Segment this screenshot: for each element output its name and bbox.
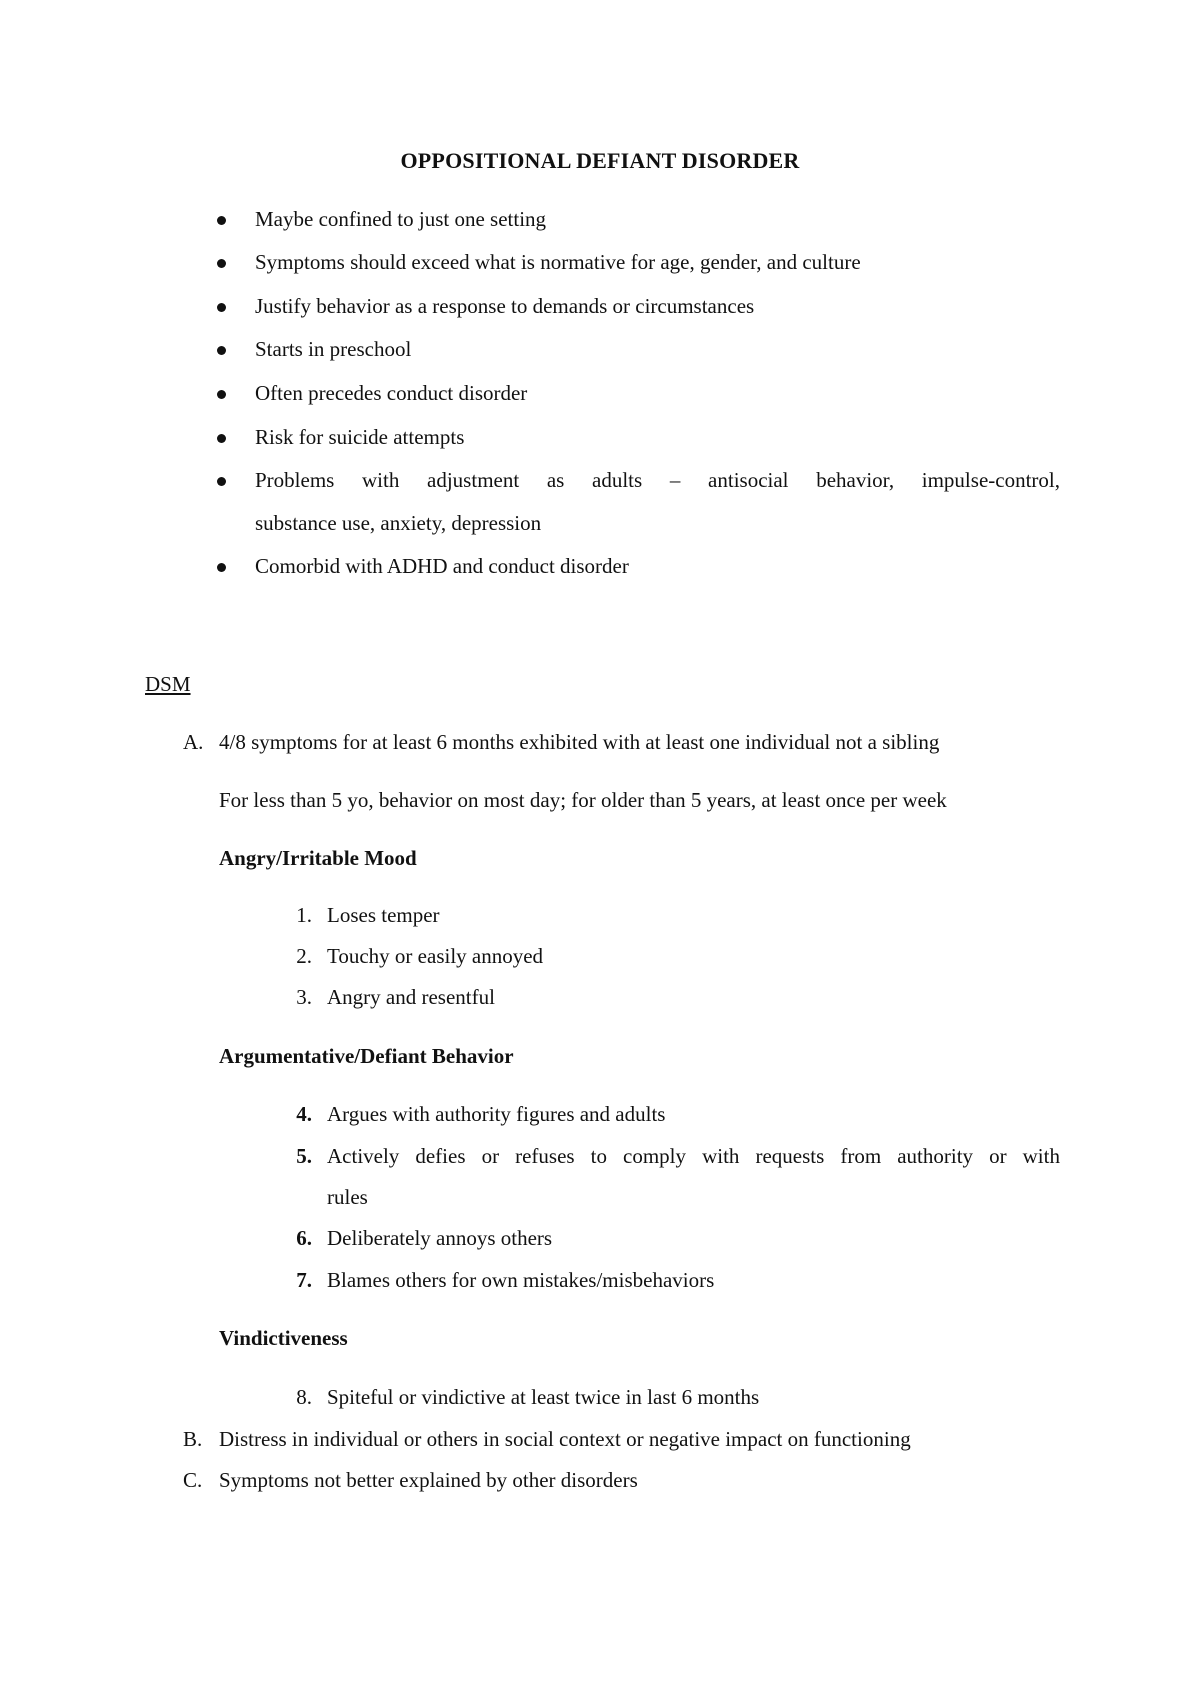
bullet-icon	[217, 434, 226, 443]
item-number: 6.	[296, 1226, 312, 1250]
item-text-justified	[327, 1146, 1060, 1167]
word: adjustment	[427, 468, 520, 492]
item-number: 2.	[296, 944, 312, 968]
criterion-a-text: 4/8 symptoms for at least 6 months exhibited with at least one individual not a sibling	[219, 730, 940, 754]
word: adults	[592, 468, 643, 492]
word: comply	[623, 1144, 687, 1168]
list-item: Symptoms should exceed what is normative for age, gender, and culture	[255, 250, 861, 274]
word: authority	[897, 1144, 974, 1168]
word: defies	[415, 1144, 466, 1168]
word: impulse-control,	[921, 468, 1060, 492]
page-title: OPPOSITIONAL DEFIANT DISORDER	[400, 148, 800, 173]
criterion-letter: B.	[183, 1427, 203, 1451]
dsm-heading: DSM	[145, 672, 191, 696]
list-item-continuation: substance use, anxiety, depression	[255, 511, 542, 535]
word: from	[840, 1144, 882, 1168]
bullet-icon	[217, 390, 226, 399]
list-item: Risk for suicide attempts	[255, 425, 465, 449]
criterion-letter: A.	[183, 730, 204, 754]
criterion-b-text: Distress in individual or others in social context or negative impact on functioning	[219, 1427, 911, 1451]
item-text: Spiteful or vindictive at least twice in last 6 months	[327, 1385, 760, 1409]
list-item: Maybe confined to just one setting	[255, 207, 547, 231]
bullet-icon	[217, 216, 226, 225]
word: with	[1022, 1144, 1060, 1168]
item-number: 3.	[296, 985, 312, 1009]
group-heading: Angry/Irritable Mood	[219, 846, 417, 870]
item-text: Touchy or easily annoyed	[327, 944, 544, 968]
word: as	[546, 468, 565, 492]
word: Actively	[327, 1144, 400, 1168]
list-item: Starts in preschool	[255, 337, 412, 361]
word: or	[481, 1144, 500, 1168]
list-item: Comorbid with ADHD and conduct disorder	[255, 554, 629, 578]
list-item: Often precedes conduct disorder	[255, 381, 528, 405]
word: requests	[755, 1144, 825, 1168]
item-number: 4.	[296, 1102, 312, 1126]
bullet-icon	[217, 346, 226, 355]
word: behavior,	[816, 468, 895, 492]
item-text-continuation: rules	[327, 1185, 368, 1209]
word: –	[669, 468, 681, 492]
item-text: Angry and resentful	[327, 985, 495, 1009]
criterion-c-text: Symptoms not better explained by other disorders	[219, 1468, 638, 1492]
item-text: Argues with authority figures and adults	[327, 1102, 666, 1126]
word: refuses	[515, 1144, 575, 1168]
word: with	[702, 1144, 740, 1168]
word: or	[989, 1144, 1007, 1168]
bullet-icon	[217, 303, 226, 312]
group-heading: Argumentative/Defiant Behavior	[219, 1044, 514, 1068]
list-item: Justify behavior as a response to demands or circumstances	[255, 294, 755, 318]
item-text: Deliberately annoys others	[327, 1226, 553, 1250]
bullet-icon	[217, 259, 226, 268]
item-number: 7.	[296, 1268, 312, 1292]
item-number: 5.	[296, 1144, 312, 1168]
item-number: 8.	[296, 1385, 312, 1409]
item-text: Blames others for own mistakes/misbehaviors	[327, 1268, 715, 1292]
item-number: 1.	[296, 903, 312, 927]
word: Problems	[255, 468, 335, 492]
word: with	[362, 468, 400, 492]
bullet-icon	[217, 477, 226, 486]
list-item-justified	[255, 470, 1060, 491]
word: antisocial	[708, 468, 789, 492]
word: to	[590, 1144, 607, 1168]
criterion-a-note: For less than 5 yo, behavior on most day; for older than 5 years, at least once per week	[219, 788, 947, 812]
item-text: Loses temper	[327, 903, 440, 927]
criterion-letter: C.	[183, 1468, 203, 1492]
group-heading: Vindictiveness	[219, 1326, 348, 1350]
bullet-icon	[217, 563, 226, 572]
